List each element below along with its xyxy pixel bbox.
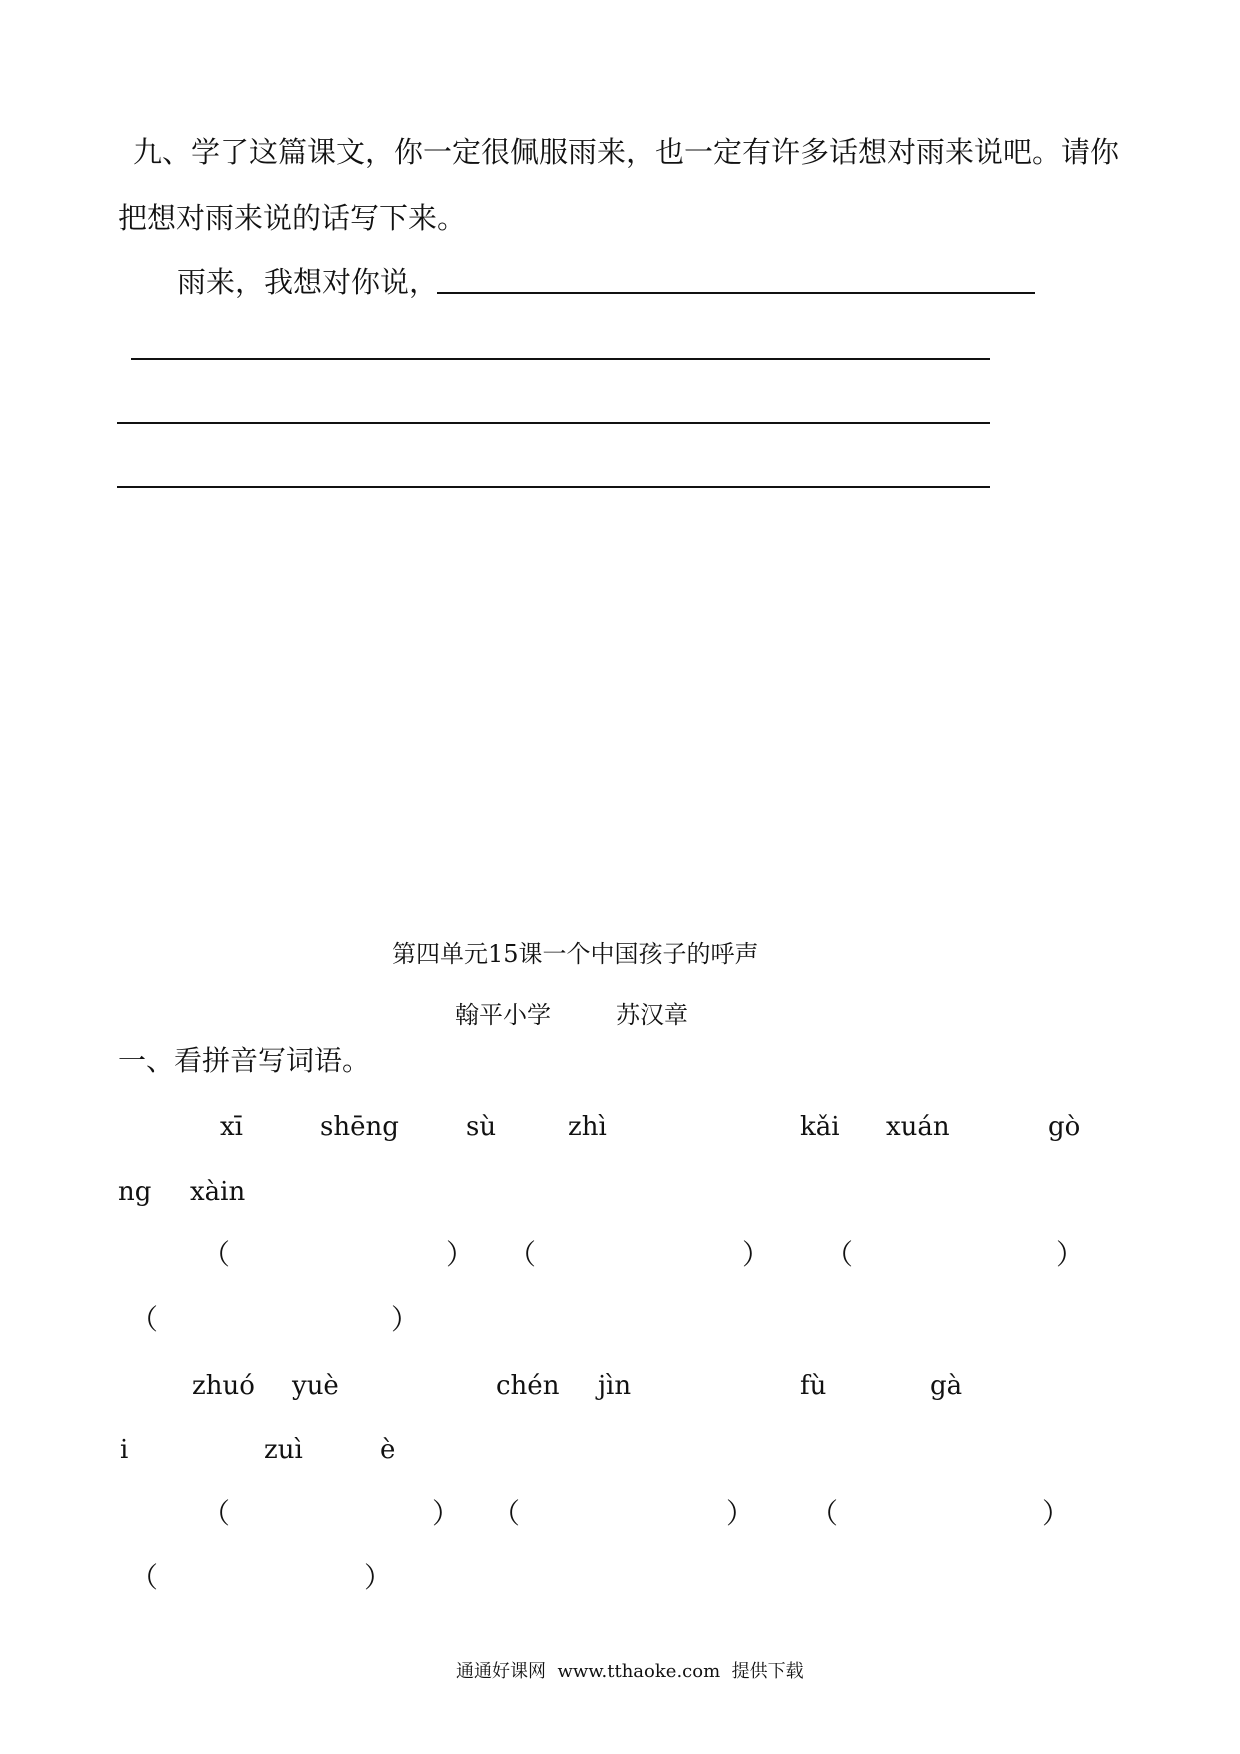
answer-line-3[interactable] xyxy=(117,422,990,424)
pinyin-item: gà xyxy=(930,1371,963,1401)
answer-bracket-close: ） xyxy=(1042,1497,1071,1530)
answer-bracket-open: （ xyxy=(130,1303,159,1336)
school-name: 翰平小学 xyxy=(455,1001,551,1029)
question-1-heading: 一、看拼音写词语。 xyxy=(118,1044,371,1077)
pinyin-item: fù xyxy=(800,1371,827,1401)
answer-bracket-open: （ xyxy=(810,1497,839,1530)
pinyin-item: zuì xyxy=(264,1435,303,1465)
pinyin-item: zhì xyxy=(568,1112,607,1142)
pinyin-item: sù xyxy=(466,1112,497,1142)
pinyin-item: yuè xyxy=(292,1371,339,1401)
answer-bracket-close: ） xyxy=(391,1303,420,1336)
answer-line-2[interactable] xyxy=(131,358,990,360)
answer-bracket-open: （ xyxy=(130,1561,159,1594)
answer-bracket-close: ） xyxy=(364,1561,393,1594)
answer-bracket-close: ） xyxy=(742,1238,771,1271)
pinyin-item: gò xyxy=(1048,1112,1081,1142)
answer-line-1[interactable] xyxy=(437,292,1035,294)
answer-line-4[interactable] xyxy=(117,486,990,488)
pinyin-item: è xyxy=(380,1435,396,1465)
answer-bracket-open: （ xyxy=(202,1238,231,1271)
answer-bracket-open: （ xyxy=(508,1238,537,1271)
pinyin-item: xàin xyxy=(190,1177,246,1207)
answer-bracket-close: ） xyxy=(726,1497,755,1530)
footer-credit: 通通好课网 www.tthaoke.com 提供下载 xyxy=(456,1661,804,1682)
pinyin-item: zhuó xyxy=(192,1371,255,1401)
pinyin-item: chén xyxy=(496,1371,560,1401)
pinyin-item: kǎi xyxy=(800,1112,840,1142)
pinyin-item: jìn xyxy=(598,1371,632,1401)
answer-bracket-close: ） xyxy=(1056,1238,1085,1271)
answer-bracket-close: ） xyxy=(446,1238,475,1271)
pinyin-item: ng xyxy=(118,1177,152,1207)
question-9-line-1: 九、学了这篇课文，你一定很佩服雨来，也一定有许多话想对雨来说吧。请你 xyxy=(133,135,1120,169)
answer-bracket-open: （ xyxy=(825,1238,854,1271)
pinyin-item: shēng xyxy=(320,1112,399,1142)
pinyin-item: xuán xyxy=(886,1112,950,1142)
answer-bracket-close: ） xyxy=(432,1497,461,1530)
answer-prompt: 雨来，我想对你说， xyxy=(177,265,439,299)
answer-bracket-open: （ xyxy=(492,1497,521,1530)
answer-bracket-open: （ xyxy=(202,1497,231,1530)
author-name: 苏汉章 xyxy=(616,1001,688,1029)
pinyin-item: xī xyxy=(220,1112,243,1142)
lesson-title: 第四单元15课一个中国孩子的呼声 xyxy=(392,940,759,968)
question-9-line-2: 把想对雨来说的话写下来。 xyxy=(118,201,467,235)
pinyin-item: i xyxy=(120,1435,129,1465)
